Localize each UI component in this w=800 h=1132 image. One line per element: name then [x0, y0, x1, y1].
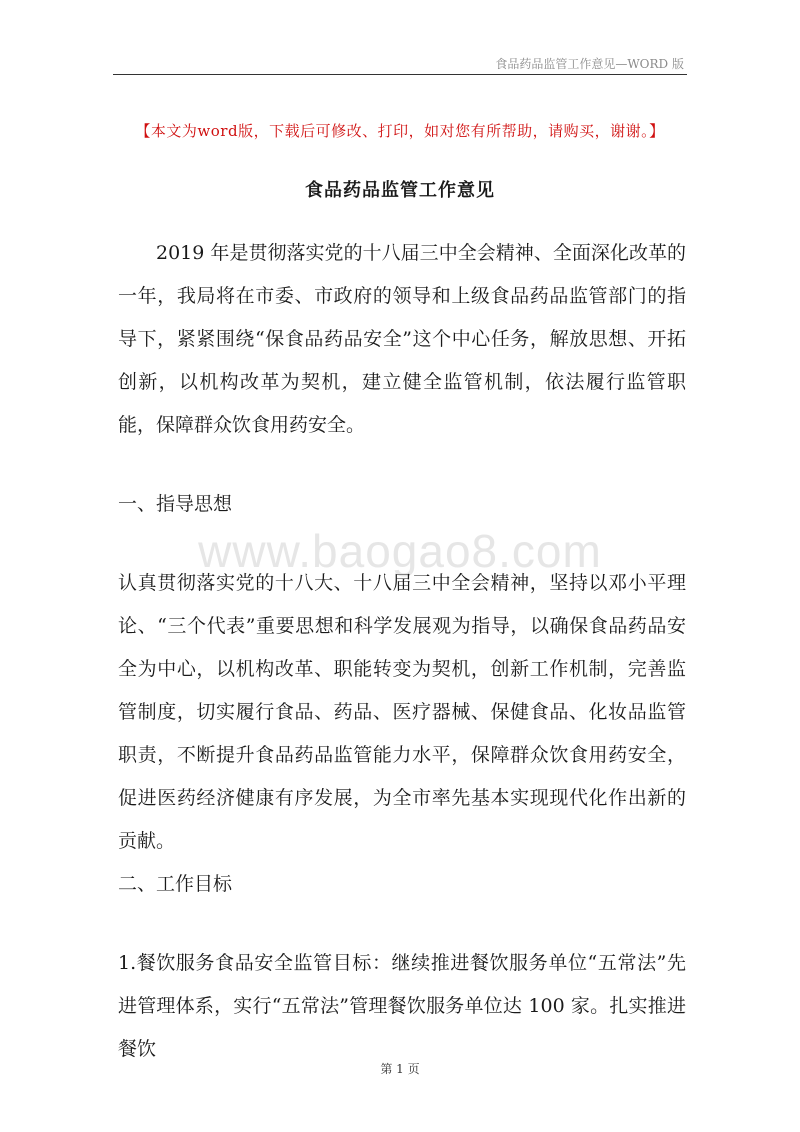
section-heading-work-goals: 二、工作目标 [118, 873, 233, 895]
page-number: 第 1 页 [380, 1062, 420, 1076]
running-header: 食品药品监管工作意见—WORD 版 [495, 57, 684, 71]
section-heading-guiding-ideology: 一、指导思想 [118, 493, 233, 515]
intro-paragraph: 2019 年是贯彻落实党的十八届三中全会精神、全面深化改革的一年，我局将在市委、市政府的领导和上级食品药品监管部门的指导下，紧紧围绕“保食品药品安全”这个中心任务，解放思想、开拓创新，以机构改革为契机，建立健全监管机制，依法履行监管职能，保障群众饮食用药安全。 [118, 242, 686, 436]
header-divider [113, 74, 687, 75]
purchase-notice: 【本文为word版，下载后可修改、打印，如对您有所帮助，请购买，谢谢。】 [135, 122, 665, 140]
document-title: 食品药品监管工作意见 [305, 180, 495, 201]
guiding-ideology-paragraph: 认真贯彻落实党的十八大、十八届三中全会精神，坚持以邓小平理论、“三个代表”重要思想和科学发展观为指导，以确保食品药品安全为中心，以机构改革、职能转变为契机，创新工作机制，完善监管制度，切实履行食品、药品、医疗器械、保健食品、化妆品监管职责，不断提升食品药品监管能力水平，保障群众饮食用药安全，促进医药经济健康有序发展，为全市率先基本实现现代化作出新的贡献。 [118, 572, 686, 852]
work-goal-item-1: 1.餐饮服务食品安全监管目标：继续推进餐饮服务单位“五常法”先进管理体系，实行“五常法”管理餐饮服务单位达 100 家。扎实推进餐饮 [118, 952, 686, 1060]
watermark: www.baogao8.com [198, 525, 602, 577]
